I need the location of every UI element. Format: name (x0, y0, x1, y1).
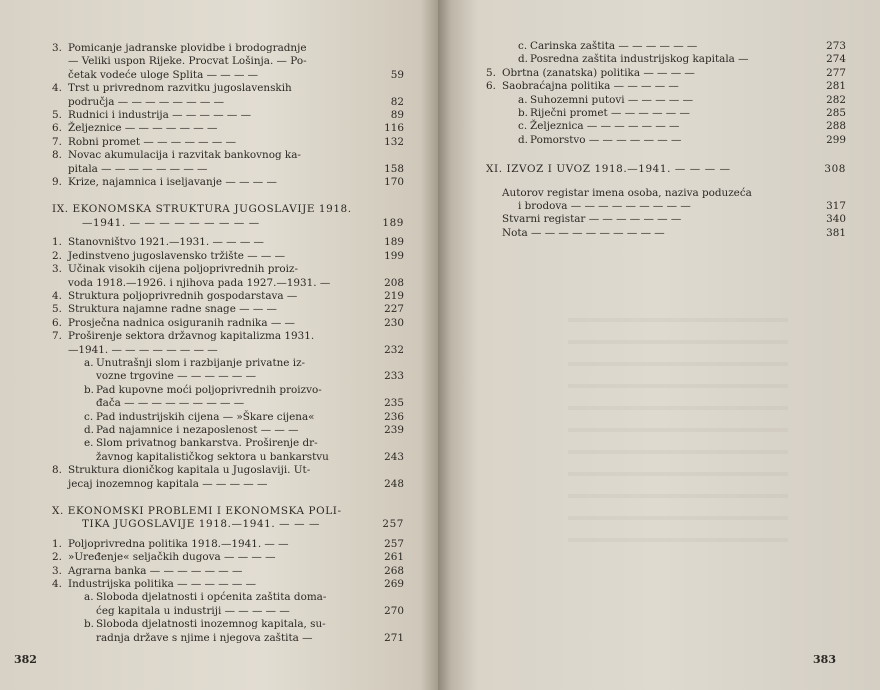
entry-text (84, 411, 370, 424)
entry-number: 3. (52, 263, 62, 276)
toc-entry-line-last (52, 163, 404, 176)
toc-entry (486, 213, 846, 226)
page-ref: 89 (390, 109, 404, 122)
entry-letter: a. (84, 591, 94, 604)
entry-text (52, 277, 370, 290)
entry-text (52, 565, 370, 578)
toc-entry (52, 357, 404, 384)
entry-title: »Uređenje« seljačkih dugova — — — — (68, 551, 276, 564)
toc-entry-line-last (52, 538, 404, 551)
toc-entry-line-last (518, 120, 846, 133)
toc-entry (52, 551, 404, 564)
page-ref: 308 (824, 163, 846, 176)
entry-text (52, 538, 370, 551)
toc-entry-line-last (52, 578, 404, 591)
toc-entry (486, 187, 846, 214)
entry-text (52, 290, 370, 303)
entry-title: Saobraćajna politika — — — — — (502, 80, 679, 93)
toc-entry (52, 82, 404, 109)
entry-title: Agrarna banka — — — — — — — (68, 564, 243, 577)
entry-title: Riječni promet — — — — — — (530, 107, 690, 120)
toc-entry (52, 618, 404, 645)
page-ref: 269 (384, 578, 404, 591)
page-ref: 59 (390, 68, 404, 81)
show-through-text (568, 300, 788, 560)
entry-text (84, 451, 370, 464)
toc-entry-line-last (52, 565, 404, 578)
page-ref: 189 (384, 236, 404, 249)
entry-text (518, 53, 812, 66)
entry-title: Poljoprivredna politika 1918.—1941. — — (68, 537, 289, 550)
entry-number: 3. (52, 42, 62, 54)
toc-entry (52, 578, 404, 591)
toc-entry (486, 134, 846, 147)
toc-entry-line (52, 149, 404, 162)
entry-number: 7. (52, 135, 62, 148)
page-ref: 273 (826, 40, 846, 52)
entry-text (52, 578, 370, 591)
toc-entry-line (52, 330, 404, 343)
toc-entry (52, 176, 404, 189)
entry-title: područja — — — — — — — — (68, 95, 225, 108)
entry-title: Prosječna nadnica osiguranih radnika — — (68, 316, 295, 329)
toc-entry-line (502, 187, 846, 200)
chapter-heading (52, 505, 404, 532)
entry-text (52, 344, 370, 357)
toc-entry-line-last (84, 632, 404, 645)
entry-text (518, 120, 812, 133)
entry-letter: e. (84, 437, 94, 450)
entry-title: Pad kupovne moći poljoprivrednih proizvo- (96, 383, 322, 396)
toc-entry (52, 303, 404, 316)
toc-entry-line (84, 437, 404, 450)
left-table-of-contents (52, 42, 404, 645)
entry-text (52, 263, 370, 276)
page-ref: 235 (384, 397, 404, 410)
entry-number: 1. (52, 537, 62, 550)
entry-number: 2. (52, 551, 62, 564)
toc-entry-line-last (84, 411, 404, 424)
page-ref: 271 (384, 631, 404, 644)
page-ref: 285 (826, 107, 846, 120)
entry-title: Novac akumulacija i razvitak bankovnog ka- (68, 149, 301, 162)
entry-letter: d. (518, 53, 528, 66)
toc-entry-line-last (486, 163, 846, 176)
entry-text (518, 94, 812, 107)
entry-title: Pad industrijskih cijena — »Škare cijena« (96, 410, 315, 423)
page-ref: 340 (826, 213, 846, 226)
entry-text (84, 384, 370, 397)
page-ref: 381 (826, 226, 846, 239)
page-ref: 158 (384, 162, 404, 175)
page-ref: 299 (826, 133, 846, 146)
entry-title: —1941. — — — — — — — — — (82, 216, 260, 229)
entry-number: 8. (52, 149, 62, 162)
toc-entry-line (52, 263, 404, 276)
toc-entry-line-last (52, 250, 404, 263)
entry-text (84, 357, 370, 370)
entry-title: Struktura poljoprivrednih gospodarstava — (68, 289, 298, 302)
entry-text (52, 109, 370, 122)
toc-entry (52, 122, 404, 135)
toc-entry-line-last (52, 317, 404, 330)
entry-text (486, 67, 812, 80)
toc-entry-line-last (52, 344, 404, 357)
page-ref: 199 (384, 249, 404, 262)
left-page (0, 0, 438, 690)
entry-text (52, 69, 370, 82)
toc-entry-line-last (52, 236, 404, 249)
page-ref: 132 (384, 135, 404, 148)
toc-entry-line-last (52, 109, 404, 122)
toc-entry (486, 227, 846, 240)
entry-text (518, 107, 812, 120)
page-ref: 282 (826, 93, 846, 106)
entry-number: 6. (486, 80, 496, 93)
entry-number: 3. (52, 564, 62, 577)
entry-letter: d. (518, 133, 528, 146)
page-ref: 170 (384, 176, 404, 189)
entry-title: Pomorstvo — — — — — — — (530, 133, 682, 146)
toc-entry-line-last (518, 94, 846, 107)
toc-entry (486, 107, 846, 120)
entry-title: pitala — — — — — — — — (68, 162, 208, 175)
toc-entry-line (52, 82, 404, 95)
page-ref: 248 (384, 477, 404, 490)
entry-text (502, 200, 812, 213)
entry-text (84, 424, 370, 437)
toc-entry (52, 330, 404, 357)
toc-entry (486, 80, 846, 93)
entry-title: jecaj inozemnog kapitala — — — — — (68, 477, 268, 490)
toc-entry-line (84, 591, 404, 604)
entry-text (486, 163, 812, 176)
entry-title: Pad najamnice i nezaposlenost — — — (96, 423, 299, 436)
entry-text (52, 42, 370, 55)
entry-title: Struktura najamne radne snage — — — (68, 303, 277, 316)
toc-entry (486, 94, 846, 107)
entry-title: Unutrašnji slom i razbijanje privatne iz- (96, 356, 306, 369)
toc-entry-line-last (502, 227, 846, 240)
entry-text (52, 122, 370, 135)
entry-title: Industrijska politika — — — — — — (68, 578, 256, 591)
entry-text (84, 370, 370, 383)
toc-entry-line-last (518, 107, 846, 120)
toc-entry (52, 109, 404, 122)
entry-title: radnja države s njime i njegova zaštita — (96, 631, 313, 644)
toc-entry (52, 424, 404, 437)
entry-text (52, 163, 370, 176)
toc-entry-line-last (52, 303, 404, 316)
entry-text (84, 591, 370, 604)
toc-entry-line-last (52, 277, 404, 290)
toc-entry (52, 464, 404, 491)
toc-entry-line-last (52, 122, 404, 135)
entry-text (84, 618, 370, 631)
entry-text (502, 213, 812, 226)
entry-text (84, 437, 370, 450)
toc-entry-line (84, 357, 404, 370)
toc-entry (52, 538, 404, 551)
entry-title: IX. EKONOMSKA STRUKTURA JUGOSLAVIJE 1918. (52, 203, 352, 216)
entry-title: voda 1918.—1926. i njihova pada 1927.—1931. — (68, 276, 331, 289)
toc-entry (52, 384, 404, 411)
entry-title: XI. IZVOZ I UVOZ 1918.—1941. — — — — (486, 163, 731, 176)
entry-text (52, 518, 370, 531)
toc-entry-line-last (52, 290, 404, 303)
toc-entry-line-last (52, 69, 404, 82)
entry-title: — Veliki uspon Rijeke. Procvat Lošinja. — Po- (68, 55, 307, 68)
right-table-of-contents (486, 40, 846, 240)
page-ref: 230 (384, 316, 404, 329)
chapter-heading (52, 203, 404, 230)
entry-text (52, 478, 370, 491)
page-ref: 274 (826, 53, 846, 66)
page-ref: 239 (384, 423, 404, 436)
entry-title: Trst u privrednom razvitku jugoslavenskih (68, 82, 292, 95)
toc-entry (52, 437, 404, 464)
toc-entry-line-last (518, 40, 846, 53)
toc-entry (52, 317, 404, 330)
toc-entry-line-last (486, 67, 846, 80)
toc-entry (52, 136, 404, 149)
entry-number: 4. (52, 578, 62, 591)
entry-title: Suhozemni putovi — — — — — (530, 93, 693, 106)
toc-entry-line-last (52, 136, 404, 149)
toc-entry (52, 236, 404, 249)
toc-entry-line-last (518, 134, 846, 147)
entry-title: Stvarni registar — — — — — — — (502, 213, 682, 226)
entry-title: Obrtna (zanatska) politika — — — — (502, 66, 695, 79)
entry-text (502, 187, 812, 200)
page-ref: 116 (384, 122, 404, 135)
entry-number: 5. (52, 303, 62, 316)
toc-entry-line-last (52, 176, 404, 189)
toc-entry-line-last (52, 478, 404, 491)
toc-entry (52, 250, 404, 263)
page-ref: 277 (826, 66, 846, 79)
page-ref: 236 (384, 410, 404, 423)
page-ref: 317 (826, 200, 846, 213)
entry-text (52, 551, 370, 564)
entry-text (52, 464, 370, 477)
entry-title: žavnog kapitalističkog sektora u bankarstvu (96, 450, 329, 463)
toc-entry (486, 53, 846, 66)
entry-text (518, 134, 812, 147)
entry-title: Carinska zaštita — — — — — — (530, 40, 698, 52)
toc-entry (52, 149, 404, 176)
entry-title: četak vodeće uloge Splita — — — — (68, 68, 259, 81)
entry-title: Robni promet — — — — — — — (68, 135, 236, 148)
toc-entry-line-last (52, 217, 404, 230)
entry-number: 9. (52, 176, 62, 189)
entry-number: 4. (52, 289, 62, 302)
page-ref: 243 (384, 450, 404, 463)
toc-entry-line (84, 618, 404, 631)
entry-text (52, 317, 370, 330)
right-page (438, 0, 880, 690)
page-ref: 233 (384, 370, 404, 383)
entry-text (52, 176, 370, 189)
toc-entry (52, 591, 404, 618)
entry-title: Željeznice — — — — — — — (68, 122, 218, 135)
page-ref: 257 (382, 518, 404, 531)
entry-title: Pomicanje jadranske plovidbe i brodogradnje (68, 42, 307, 54)
entry-title: Željeznica — — — — — — — (530, 120, 680, 133)
entry-number: 7. (52, 330, 62, 343)
entry-text (52, 236, 370, 249)
entry-text (52, 303, 370, 316)
toc-entry (486, 67, 846, 80)
entry-title: i brodova — — — — — — — — — (518, 200, 691, 213)
entry-text (52, 55, 370, 68)
toc-entry (52, 565, 404, 578)
entry-title: đača — — — — — — — — — (96, 397, 245, 410)
left-page-number: 382 (14, 653, 37, 666)
toc-entry-line (52, 55, 404, 68)
entry-number: 5. (52, 109, 62, 122)
entry-number: 6. (52, 316, 62, 329)
toc-entry-line (52, 505, 404, 518)
entry-title: Autorov registar imena osoba, naziva poduzeća (502, 186, 752, 199)
entry-title: Jedinstveno jugoslavensko tržište — — — (68, 249, 286, 262)
entry-title: Struktura dioničkog kapitala u Jugoslaviji. Ut- (68, 464, 311, 477)
entry-title: Posredna zaštita industrijskog kapitala — (530, 53, 749, 66)
toc-entry (52, 263, 404, 290)
entry-text (52, 136, 370, 149)
toc-entry-line-last (84, 424, 404, 437)
entry-letter: c. (518, 40, 528, 52)
toc-entry-line-last (502, 200, 846, 213)
entry-text (518, 40, 812, 53)
entry-title: Stanovništvo 1921.—1931. — — — — (68, 236, 264, 249)
entry-number: 5. (486, 66, 496, 79)
entry-text (486, 80, 812, 93)
entry-title: TIKA JUGOSLAVIJE 1918.—1941. — — — (82, 518, 320, 531)
entry-letter: c. (84, 410, 94, 423)
toc-entry (486, 120, 846, 133)
toc-entry-line-last (52, 96, 404, 109)
entry-text (52, 250, 370, 263)
entry-letter: b. (84, 618, 94, 631)
entry-title: Sloboda djelatnosti i općenita zaštita doma- (96, 591, 327, 604)
toc-entry-line (52, 464, 404, 477)
entry-letter: d. (84, 423, 94, 436)
toc-entry-line-last (52, 518, 404, 531)
right-page-number: 383 (813, 653, 836, 666)
page-ref: 208 (384, 276, 404, 289)
toc-entry-line-last (486, 80, 846, 93)
toc-entry (486, 40, 846, 53)
toc-entry-line (84, 384, 404, 397)
entry-text (84, 397, 370, 410)
page-ref: 281 (826, 80, 846, 93)
entry-letter: b. (518, 107, 528, 120)
entry-text (84, 605, 370, 618)
entry-number: 1. (52, 236, 62, 249)
entry-letter: b. (84, 383, 94, 396)
toc-entry-line-last (518, 53, 846, 66)
page-ref: 232 (384, 343, 404, 356)
entry-title: Rudnici i industrija — — — — — — (68, 109, 251, 122)
entry-number: 4. (52, 82, 62, 95)
page-ref: 268 (384, 564, 404, 577)
entry-text (52, 505, 370, 518)
page-ref: 189 (382, 216, 404, 229)
entry-text (52, 203, 370, 216)
entry-title: Sloboda djelatnosti inozemnog kapitala, su- (96, 618, 326, 631)
entry-title: —1941. — — — — — — — — (68, 343, 218, 356)
toc-entry-line-last (84, 605, 404, 618)
toc-entry (52, 42, 404, 82)
page-ref: 257 (384, 537, 404, 550)
entry-text (84, 632, 370, 645)
entry-text (52, 149, 370, 162)
entry-text (502, 227, 812, 240)
entry-title: Nota — — — — — — — — — — (502, 226, 665, 239)
toc-entry-line-last (84, 370, 404, 383)
page-ref: 219 (384, 289, 404, 302)
entry-letter: c. (518, 120, 528, 133)
toc-entry (52, 290, 404, 303)
entry-text (52, 96, 370, 109)
page-ref: 270 (384, 604, 404, 617)
page-ref: 261 (384, 551, 404, 564)
toc-entry-line-last (502, 213, 846, 226)
entry-letter: a. (84, 356, 94, 369)
page-ref: 82 (390, 95, 404, 108)
entry-number: 8. (52, 464, 62, 477)
entry-text (52, 330, 370, 343)
toc-entry-line (52, 42, 404, 55)
entry-title: Slom privatnog bankarstva. Proširenje dr- (96, 437, 318, 450)
chapter-heading (486, 163, 846, 176)
entry-text (52, 217, 370, 230)
entry-letter: a. (518, 93, 528, 106)
entry-number: 6. (52, 122, 62, 135)
toc-entry-line-last (84, 397, 404, 410)
page-ref: 288 (826, 120, 846, 133)
entry-title: X. EKONOMSKI PROBLEMI I EKONOMSKA POLI- (52, 505, 342, 517)
entry-title: vozne trgovine — — — — — — (96, 370, 256, 383)
entry-number: 2. (52, 249, 62, 262)
entry-text (52, 82, 370, 95)
page-ref: 227 (384, 303, 404, 316)
entry-title: Učinak visokih cijena poljoprivrednih proiz- (68, 263, 298, 276)
toc-entry-line (52, 203, 404, 216)
toc-entry (52, 411, 404, 424)
toc-entry-line-last (84, 451, 404, 464)
entry-title: Proširenje sektora državnog kapitalizma 1931. (68, 330, 315, 343)
entry-title: Krize, najamnica i iseljavanje — — — — (68, 176, 277, 189)
toc-entry-line-last (52, 551, 404, 564)
entry-title: ćeg kapitala u industriji — — — — — (96, 604, 290, 617)
